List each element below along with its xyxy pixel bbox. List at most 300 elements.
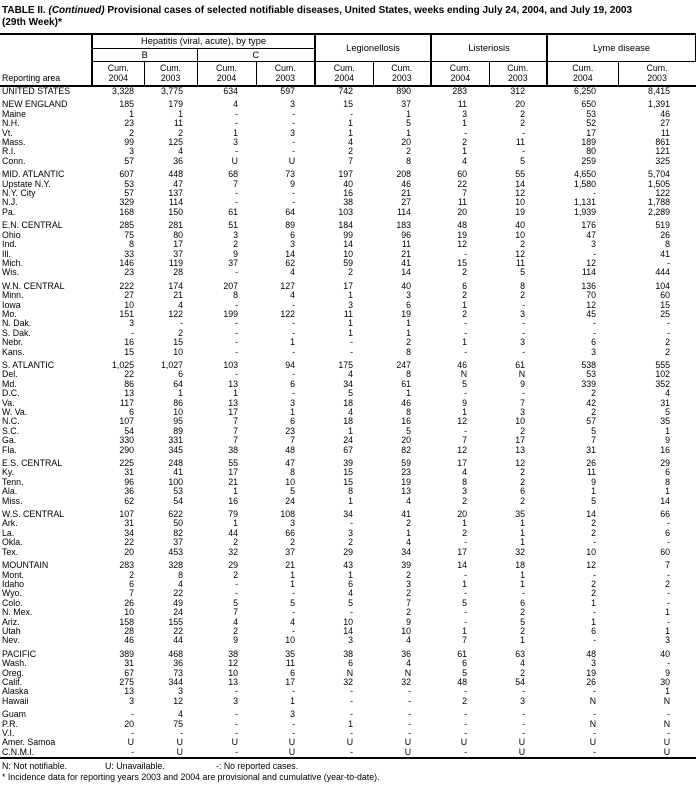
value-cell: 2 bbox=[233, 239, 238, 250]
value-cell: 2 bbox=[406, 588, 412, 599]
value-cell: 1 bbox=[406, 318, 412, 329]
value-cell: 12 bbox=[228, 658, 238, 669]
table-row bbox=[0, 706, 696, 719]
value-cell: 41 bbox=[401, 257, 412, 268]
value-cell: - bbox=[464, 686, 468, 697]
value-cell: - bbox=[593, 537, 597, 548]
value-cell: 122 bbox=[280, 308, 296, 319]
value-cell: 1 bbox=[348, 495, 354, 506]
value-cell: 1 bbox=[520, 537, 526, 548]
table-title bbox=[2, 5, 696, 29]
value-cell: - bbox=[464, 425, 468, 436]
value-cell: 7 bbox=[520, 397, 526, 408]
reporting-area-cell: S. Dak. bbox=[2, 327, 31, 338]
value-cell: 1 bbox=[462, 578, 468, 589]
table-row bbox=[0, 455, 696, 468]
value-cell: 622 bbox=[168, 509, 183, 520]
value-cell: 345 bbox=[168, 444, 183, 455]
value-cell: 7 bbox=[233, 435, 238, 446]
value-cell: 20 bbox=[124, 718, 134, 729]
value-cell: 12 bbox=[457, 416, 468, 427]
value-cell: 38 bbox=[228, 444, 238, 455]
value-cell: 1 bbox=[348, 425, 354, 436]
reporting-area-cell: Tex. bbox=[2, 546, 19, 557]
value-cell: 1 bbox=[665, 607, 671, 618]
value-cell: 1 bbox=[591, 616, 597, 627]
value-cell: 37 bbox=[285, 546, 296, 557]
value-cell: 2 bbox=[520, 290, 526, 301]
value-cell: U bbox=[346, 737, 354, 748]
value-cell: 328 bbox=[168, 560, 183, 571]
reporting-area-cell: Wash. bbox=[2, 658, 27, 669]
value-cell: 3 bbox=[591, 658, 597, 669]
value-cell: 15 bbox=[660, 299, 671, 310]
hepatitis-group-header: Hepatitis (viral, acute), by type bbox=[92, 34, 315, 49]
value-cell: - bbox=[522, 718, 526, 729]
reporting-area-cell: Calif. bbox=[2, 676, 23, 687]
value-cell: U bbox=[231, 737, 238, 748]
value-cell: 31 bbox=[124, 467, 134, 478]
value-cell: 25 bbox=[660, 308, 671, 319]
reporting-area-cell: Ark. bbox=[2, 518, 18, 529]
value-cell: 137 bbox=[168, 188, 183, 199]
value-cell: 24 bbox=[343, 435, 354, 446]
value-cell: 96 bbox=[401, 229, 412, 240]
value-cell: 1,027 bbox=[160, 359, 183, 370]
value-cell: 2 bbox=[348, 537, 354, 548]
reporting-area-cell: Mo. bbox=[2, 308, 17, 319]
value-cell: 285 bbox=[119, 220, 134, 231]
value-cell: 16 bbox=[228, 495, 238, 506]
column-header-cum: Cum. 2003 bbox=[489, 62, 547, 87]
value-cell: 5,704 bbox=[648, 169, 671, 180]
value-cell: 59 bbox=[343, 257, 354, 268]
value-cell: - bbox=[292, 146, 296, 157]
value-cell: 2 bbox=[665, 337, 671, 348]
value-cell: 1 bbox=[290, 695, 296, 706]
value-cell: 12 bbox=[457, 444, 468, 455]
value-cell: 9 bbox=[233, 635, 238, 646]
reporting-area-cell: Colo. bbox=[2, 597, 23, 608]
value-cell: 89 bbox=[285, 220, 296, 231]
value-cell: 3 bbox=[290, 518, 296, 529]
value-cell: 2 bbox=[520, 667, 526, 678]
value-cell: 38 bbox=[343, 648, 354, 659]
value-cell: 10 bbox=[173, 346, 183, 357]
value-cell: 17 bbox=[515, 435, 526, 446]
value-cell: 555 bbox=[655, 359, 671, 370]
value-cell: 122 bbox=[655, 188, 671, 199]
value-cell: 36 bbox=[124, 486, 134, 497]
value-cell: - bbox=[593, 607, 597, 618]
value-cell: U bbox=[176, 746, 183, 757]
value-cell: 4 bbox=[520, 658, 526, 669]
value-cell: 5 bbox=[591, 425, 597, 436]
value-cell: 43 bbox=[343, 560, 354, 571]
reporting-area-cell: W.N. CENTRAL bbox=[2, 280, 65, 291]
value-cell: 60 bbox=[660, 546, 671, 557]
value-cell: 4 bbox=[290, 616, 296, 627]
value-cell: 29 bbox=[660, 458, 671, 469]
value-cell: 9 bbox=[290, 178, 296, 189]
table-row bbox=[0, 157, 696, 166]
reporting-area-header: Reporting area bbox=[0, 34, 92, 86]
value-cell: 31 bbox=[586, 444, 597, 455]
value-cell: 650 bbox=[581, 99, 597, 110]
reporting-area-cell: Upstate N.Y. bbox=[2, 178, 51, 189]
value-cell: 64 bbox=[285, 206, 296, 217]
value-cell: 1 bbox=[665, 486, 671, 497]
value-cell: 40 bbox=[343, 178, 354, 189]
value-cell: 3 bbox=[591, 239, 597, 250]
value-cell: 82 bbox=[173, 527, 183, 538]
value-cell: - bbox=[522, 388, 526, 399]
value-cell: 175 bbox=[338, 359, 354, 370]
value-cell: 26 bbox=[586, 458, 597, 469]
value-cell: 14 bbox=[586, 509, 597, 520]
value-cell: 57 bbox=[586, 416, 597, 427]
value-cell: 8 bbox=[406, 346, 412, 357]
value-cell: - bbox=[593, 318, 597, 329]
value-cell: 52 bbox=[586, 118, 597, 129]
table-row bbox=[0, 166, 696, 179]
value-cell: 1 bbox=[462, 625, 468, 636]
table-row bbox=[0, 506, 696, 519]
value-cell: - bbox=[292, 718, 296, 729]
value-cell: 37 bbox=[173, 248, 183, 259]
value-cell: 3 bbox=[290, 397, 296, 408]
value-cell: 30 bbox=[660, 676, 671, 687]
value-cell: 5 bbox=[591, 495, 597, 506]
value-cell: - bbox=[292, 118, 296, 129]
title-main: Provisional cases of selected notifiable diseases, United States, weeks ending July 24, 2004, and July 19, 2003 bbox=[107, 5, 633, 16]
value-cell: 23 bbox=[401, 467, 412, 478]
value-cell: 66 bbox=[285, 527, 296, 538]
value-cell: 8 bbox=[520, 280, 526, 291]
value-cell: 2 bbox=[520, 625, 526, 636]
value-cell: 1 bbox=[406, 108, 412, 119]
value-cell: 38 bbox=[343, 197, 354, 208]
value-cell: - bbox=[350, 695, 354, 706]
value-cell: 57 bbox=[124, 155, 134, 166]
value-cell: 2 bbox=[520, 425, 526, 436]
value-cell: - bbox=[292, 137, 296, 148]
value-cell: 107 bbox=[119, 509, 134, 520]
value-cell: 9 bbox=[665, 667, 671, 678]
value-cell: 389 bbox=[119, 648, 134, 659]
value-cell: - bbox=[522, 146, 526, 157]
value-cell: N bbox=[460, 369, 468, 380]
value-cell: 17 bbox=[457, 458, 468, 469]
value-cell: 2 bbox=[520, 108, 526, 119]
value-cell: - bbox=[464, 588, 468, 599]
title-continued: (Continued) bbox=[48, 5, 105, 16]
value-cell: 742 bbox=[338, 86, 354, 96]
reporting-area-cell: Ariz. bbox=[2, 616, 20, 627]
value-cell: - bbox=[593, 728, 597, 738]
reporting-area-cell: E.N. CENTRAL bbox=[2, 220, 63, 231]
value-cell: - bbox=[131, 728, 134, 738]
value-cell: 2 bbox=[462, 527, 468, 538]
reporting-area-cell: Amer. Samoa bbox=[2, 737, 56, 748]
value-cell: 4 bbox=[348, 407, 354, 417]
value-cell: 63 bbox=[515, 648, 526, 659]
reporting-area-cell: UNITED STATES bbox=[2, 86, 71, 96]
value-cell: 44 bbox=[228, 527, 238, 538]
value-cell: 281 bbox=[168, 220, 183, 231]
column-header-cum: Cum. 2004 bbox=[92, 62, 144, 87]
footnote-legend bbox=[2, 761, 696, 772]
value-cell: 40 bbox=[660, 648, 671, 659]
value-cell: 3 bbox=[591, 346, 597, 357]
column-header-cum: Cum. 2003 bbox=[618, 62, 696, 87]
reporting-area-cell: R.I. bbox=[2, 146, 16, 157]
value-cell: 10 bbox=[343, 616, 354, 627]
value-cell: - bbox=[235, 267, 238, 278]
value-cell: 17 bbox=[228, 407, 238, 417]
value-cell: 2 bbox=[520, 607, 526, 618]
value-cell: 32 bbox=[515, 546, 526, 557]
reporting-area-cell: E.S. CENTRAL bbox=[2, 458, 63, 469]
value-cell: 6 bbox=[290, 229, 296, 240]
value-cell: 890 bbox=[396, 86, 412, 96]
value-cell: 99 bbox=[343, 229, 354, 240]
value-cell: - bbox=[464, 569, 468, 580]
footnote-unavailable: U: Unavailable. bbox=[105, 761, 165, 772]
value-cell: 3 bbox=[233, 229, 238, 240]
table-row bbox=[0, 738, 696, 747]
value-cell: 5 bbox=[462, 597, 468, 608]
table-body bbox=[0, 86, 696, 758]
value-cell: 48 bbox=[586, 648, 597, 659]
footnote-incidence: * Incidence data for reporting years 2003 and 2004 are provisional and cumulative (year-to-date). bbox=[2, 771, 380, 782]
value-cell: 60 bbox=[457, 169, 468, 180]
value-cell: 155 bbox=[168, 616, 183, 627]
value-cell: - bbox=[235, 188, 238, 199]
reporting-area-cell: Miss. bbox=[2, 495, 23, 506]
value-cell: 4 bbox=[406, 495, 412, 506]
value-cell: 21 bbox=[285, 560, 296, 571]
value-cell: 1 bbox=[462, 146, 468, 157]
reporting-area-cell: W.S. CENTRAL bbox=[2, 509, 65, 520]
table-row bbox=[0, 348, 696, 357]
value-cell: - bbox=[522, 728, 526, 738]
reporting-area-cell: Alaska bbox=[2, 686, 29, 697]
value-cell: 6,250 bbox=[574, 86, 597, 96]
reporting-area-cell: Vt. bbox=[2, 127, 13, 138]
value-cell: U bbox=[288, 737, 296, 748]
value-cell: 1 bbox=[348, 569, 354, 580]
value-cell: 16 bbox=[343, 188, 354, 199]
value-cell: 28 bbox=[124, 625, 134, 636]
value-cell: 4 bbox=[233, 99, 238, 110]
value-cell: 146 bbox=[119, 257, 134, 268]
value-cell: 26 bbox=[586, 676, 597, 687]
table-row bbox=[0, 217, 696, 230]
value-cell: 1,505 bbox=[648, 178, 671, 189]
value-cell: 13 bbox=[228, 676, 238, 687]
value-cell: 2 bbox=[290, 537, 296, 548]
value-cell: 12 bbox=[586, 257, 597, 268]
value-cell: 275 bbox=[119, 676, 134, 687]
value-cell: 2 bbox=[591, 407, 597, 417]
value-cell: 5 bbox=[290, 597, 296, 608]
value-cell: 95 bbox=[173, 416, 183, 427]
value-cell: 21 bbox=[173, 290, 183, 301]
value-cell: 2 bbox=[233, 537, 238, 548]
value-cell: 1 bbox=[348, 718, 354, 729]
value-cell: 104 bbox=[655, 280, 671, 291]
value-cell: 10 bbox=[228, 667, 238, 678]
value-cell: 32 bbox=[228, 546, 238, 557]
value-cell: 14 bbox=[343, 239, 354, 250]
footnote-no-cases: -: No reported cases. bbox=[216, 761, 299, 772]
value-cell: - bbox=[667, 728, 671, 738]
value-cell: - bbox=[235, 327, 238, 338]
value-cell: 121 bbox=[655, 146, 671, 157]
value-cell: 66 bbox=[660, 509, 671, 520]
value-cell: 73 bbox=[285, 169, 296, 180]
value-cell: 94 bbox=[285, 359, 296, 370]
value-cell: 102 bbox=[655, 369, 671, 380]
value-cell: - bbox=[667, 709, 671, 720]
value-cell: 5 bbox=[462, 667, 468, 678]
value-cell: 1 bbox=[665, 425, 671, 436]
value-cell: - bbox=[408, 728, 412, 738]
value-cell: 122 bbox=[168, 308, 183, 319]
value-cell: 3 bbox=[129, 318, 134, 329]
value-cell: - bbox=[350, 709, 354, 720]
table-row bbox=[0, 636, 696, 645]
value-cell: 158 bbox=[119, 616, 134, 627]
value-cell: 607 bbox=[119, 169, 134, 180]
value-cell: 1 bbox=[520, 578, 526, 589]
value-cell: 4 bbox=[178, 709, 183, 720]
header-row-groups bbox=[0, 34, 696, 49]
value-cell: 27 bbox=[124, 290, 134, 301]
value-cell: 14 bbox=[285, 248, 296, 259]
reporting-area-cell: N.Y. City bbox=[2, 188, 36, 199]
table-row bbox=[0, 497, 696, 506]
value-cell: 4 bbox=[348, 137, 354, 148]
value-cell: 7 bbox=[233, 607, 238, 618]
value-cell: 1 bbox=[462, 118, 468, 129]
value-cell: 103 bbox=[338, 206, 354, 217]
value-cell: 3 bbox=[520, 695, 526, 706]
value-cell: 634 bbox=[223, 86, 238, 96]
value-cell: 31 bbox=[124, 518, 134, 529]
listeriosis-group-header: Listeriosis bbox=[431, 34, 547, 62]
value-cell: 1 bbox=[348, 318, 354, 329]
value-cell: 197 bbox=[338, 169, 354, 180]
value-cell: 10 bbox=[285, 635, 296, 646]
value-cell: - bbox=[235, 746, 238, 757]
value-cell: 1 bbox=[290, 569, 296, 580]
value-cell: 46 bbox=[660, 108, 671, 119]
reporting-area-cell: Maine bbox=[2, 108, 26, 119]
value-cell: 17 bbox=[343, 280, 354, 291]
value-cell: 8 bbox=[290, 467, 296, 478]
value-cell: 54 bbox=[173, 495, 183, 506]
table-row bbox=[0, 646, 696, 659]
value-cell: 73 bbox=[173, 667, 183, 678]
value-cell: 17 bbox=[285, 676, 296, 687]
value-cell: - bbox=[180, 318, 183, 329]
value-cell: - bbox=[350, 728, 354, 738]
value-cell: - bbox=[235, 588, 238, 599]
value-cell: - bbox=[464, 728, 468, 738]
value-cell: 46 bbox=[401, 397, 412, 408]
value-cell: 2 bbox=[591, 518, 597, 529]
value-cell: 49 bbox=[173, 597, 183, 608]
value-cell: 8 bbox=[233, 290, 238, 301]
value-cell: 19 bbox=[586, 667, 597, 678]
value-cell: 2 bbox=[591, 527, 597, 538]
value-cell: 453 bbox=[168, 546, 183, 557]
value-cell: 19 bbox=[515, 206, 526, 217]
value-cell: 6 bbox=[348, 658, 354, 669]
value-cell: - bbox=[522, 346, 526, 357]
value-cell: 290 bbox=[119, 444, 134, 455]
value-cell: - bbox=[350, 337, 354, 348]
table-header bbox=[0, 34, 696, 86]
value-cell: 8 bbox=[348, 486, 354, 497]
value-cell: 222 bbox=[119, 280, 134, 291]
value-cell: 17 bbox=[228, 467, 238, 478]
value-cell: 22 bbox=[124, 537, 134, 548]
reporting-area-cell: Okla. bbox=[2, 537, 23, 548]
legionellosis-group-header: Legionellosis bbox=[315, 34, 431, 62]
value-cell: - bbox=[131, 746, 134, 757]
value-cell: - bbox=[522, 127, 526, 138]
value-cell: 3 bbox=[290, 127, 296, 138]
reporting-area-cell: Nebr. bbox=[2, 337, 24, 348]
reporting-area-cell: Mich. bbox=[2, 257, 24, 268]
value-cell: - bbox=[292, 369, 296, 380]
value-cell: 114 bbox=[168, 197, 183, 208]
value-cell: 40 bbox=[515, 220, 526, 231]
value-cell: 5 bbox=[233, 597, 238, 608]
value-cell: 37 bbox=[401, 99, 412, 110]
value-cell: 3 bbox=[462, 108, 468, 119]
value-cell: 47 bbox=[586, 229, 597, 240]
value-cell: 12 bbox=[515, 248, 526, 259]
value-cell: 10 bbox=[124, 607, 134, 618]
value-cell: N bbox=[663, 695, 671, 706]
value-cell: 10 bbox=[586, 546, 597, 557]
reporting-area-cell: Ohio bbox=[2, 229, 21, 240]
reporting-area-cell: Fla. bbox=[2, 444, 17, 455]
value-cell: 1,131 bbox=[574, 197, 597, 208]
value-cell: 8 bbox=[406, 407, 412, 417]
value-cell: 3 bbox=[290, 709, 296, 720]
value-cell: 23 bbox=[285, 425, 296, 436]
value-cell: 7 bbox=[462, 635, 468, 646]
table-row bbox=[0, 268, 696, 277]
value-cell: 60 bbox=[660, 290, 671, 301]
value-cell: 47 bbox=[173, 178, 183, 189]
value-cell: - bbox=[235, 346, 238, 357]
reporting-area-cell: C.N.M.I. bbox=[2, 746, 35, 757]
value-cell: 36 bbox=[173, 155, 183, 166]
value-cell: 4 bbox=[178, 578, 183, 589]
value-cell: 40 bbox=[401, 280, 412, 291]
value-cell: 6 bbox=[178, 369, 183, 380]
value-cell: 38 bbox=[228, 648, 238, 659]
value-cell: - bbox=[131, 709, 134, 720]
value-cell: - bbox=[522, 588, 526, 599]
column-header-cum: Cum. 2004 bbox=[547, 62, 618, 87]
